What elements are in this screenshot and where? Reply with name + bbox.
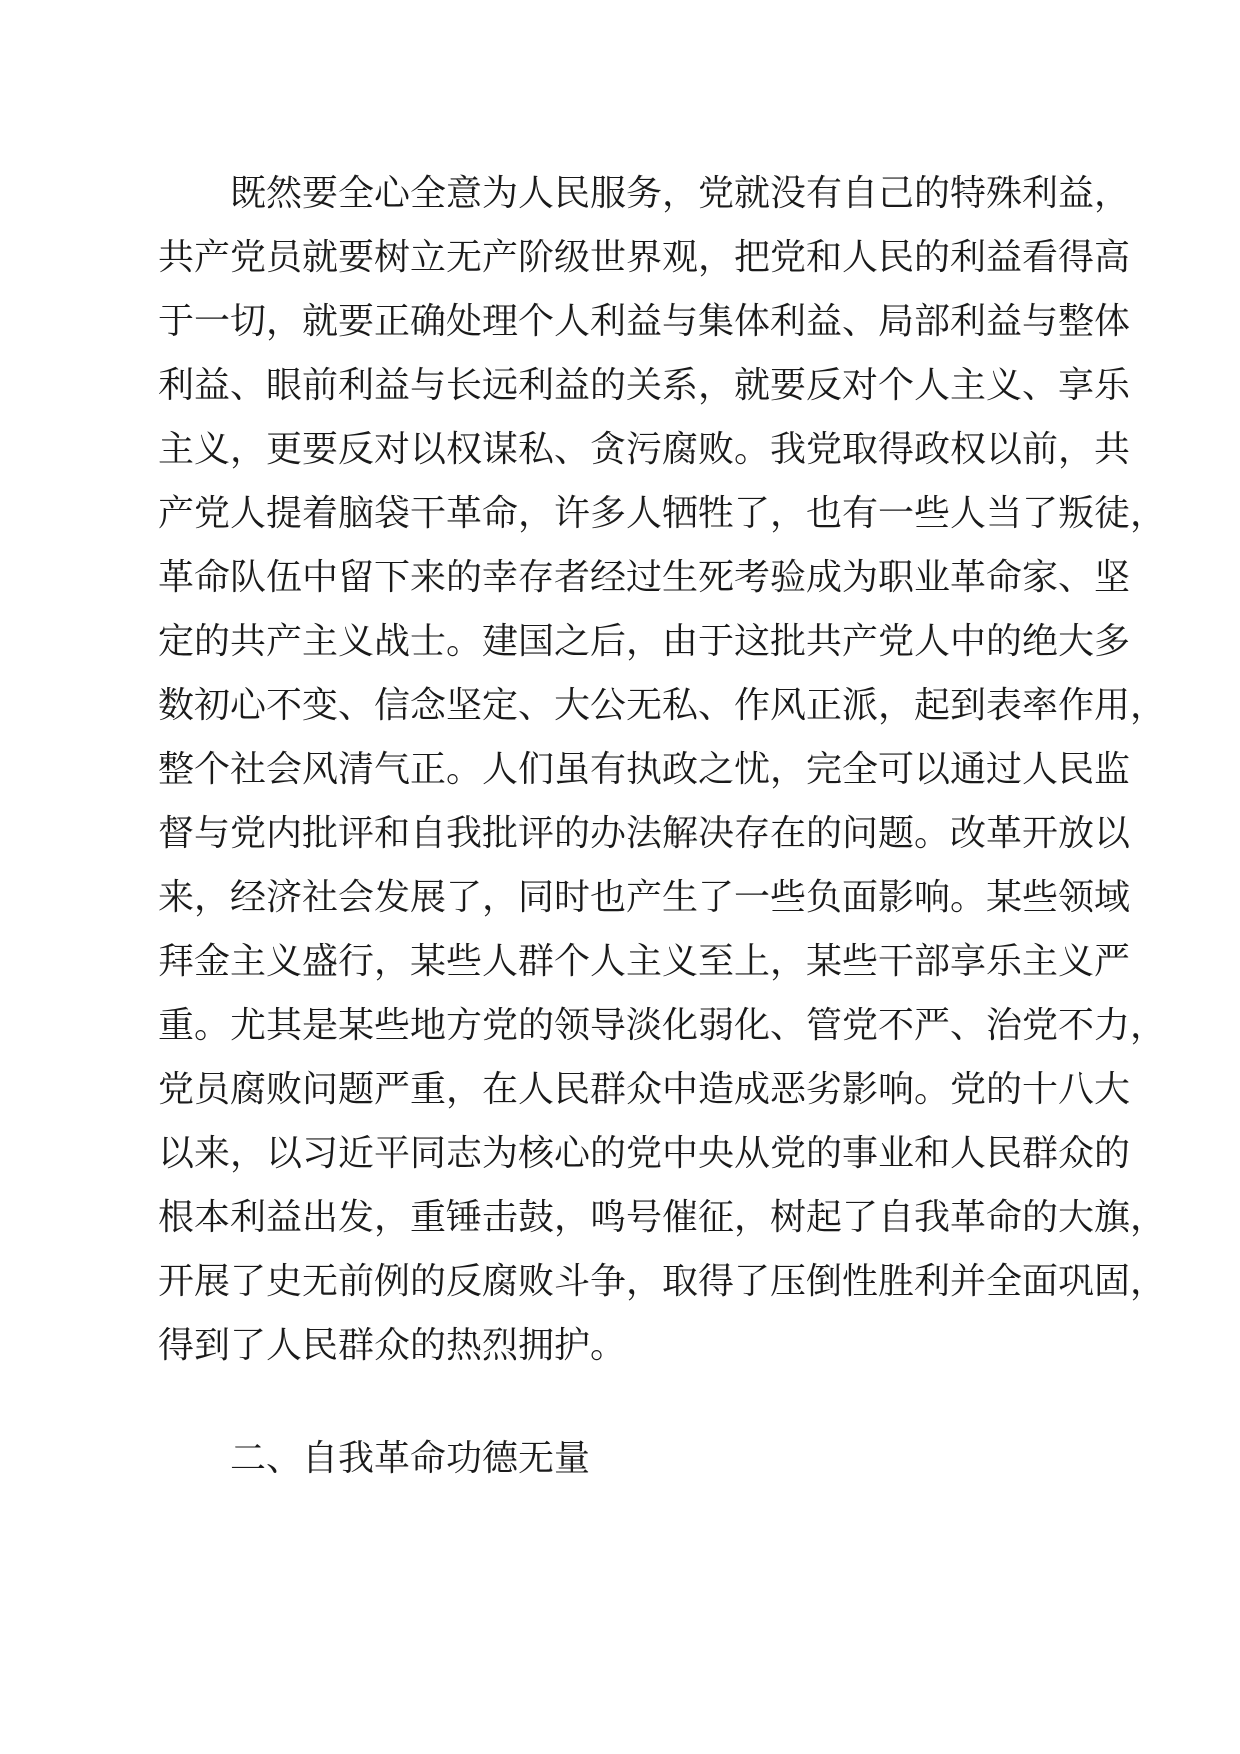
paragraph-line: 督与党内批评和自我批评的办法解决存在的问题。改革开放以 bbox=[158, 813, 1131, 854]
paragraph-line: 党员腐败问题严重，在人民群众中造成恶劣影响。党的十八大 bbox=[158, 1069, 1131, 1110]
paragraph-line: 革命队伍中留下来的幸存者经过生死考验成为职业革命家、坚 bbox=[158, 557, 1131, 598]
paragraph-line: 定的共产主义战士。建国之后，由于这批共产党人中的绝大多 bbox=[158, 621, 1131, 662]
paragraph-line: 产党人提着脑袋干革命，许多人牺牲了，也有一些人当了叛徒， bbox=[158, 493, 1167, 534]
paragraph-line: 拜金主义盛行，某些人群个人主义至上，某些干部享乐主义严 bbox=[158, 941, 1131, 982]
paragraph-line: 利益、眼前利益与长远利益的关系，就要反对个人主义、享乐 bbox=[158, 365, 1131, 406]
body-paragraph bbox=[158, 162, 1167, 1378]
paragraph-line: 主义，更要反对以权谋私、贪污腐败。我党取得政权以前，共 bbox=[158, 429, 1131, 470]
paragraph-line: 来，经济社会发展了，同时也产生了一些负面影响。某些领域 bbox=[158, 877, 1131, 918]
section-heading: 二、自我革命功德无量 bbox=[230, 1438, 591, 1479]
paragraph-line: 数初心不变、信念坚定、大公无私、作风正派，起到表率作用， bbox=[158, 685, 1167, 726]
paragraph-line: 整个社会风清气正。人们虽有执政之忧，完全可以通过人民监 bbox=[158, 749, 1131, 790]
paragraph-line: 以来，以习近平同志为核心的党中央从党的事业和人民群众的 bbox=[158, 1133, 1131, 1174]
paragraph-line: 既然要全心全意为人民服务，党就没有自己的特殊利益， bbox=[230, 173, 1131, 214]
paragraph-line: 根本利益出发，重锤击鼓，鸣号催征，树起了自我革命的大旗， bbox=[158, 1197, 1167, 1238]
paragraph-line: 共产党员就要树立无产阶级世界观，把党和人民的利益看得高 bbox=[158, 237, 1131, 278]
paragraph-line: 于一切，就要正确处理个人利益与集体利益、局部利益与整体 bbox=[158, 301, 1131, 342]
paragraph-line: 开展了史无前例的反腐败斗争，取得了压倒性胜利并全面巩固， bbox=[158, 1261, 1167, 1302]
paragraph-line: 得到了人民群众的热烈拥护。 bbox=[158, 1325, 627, 1366]
paragraph-line: 重。尤其是某些地方党的领导淡化弱化、管党不严、治党不力， bbox=[158, 1005, 1167, 1046]
